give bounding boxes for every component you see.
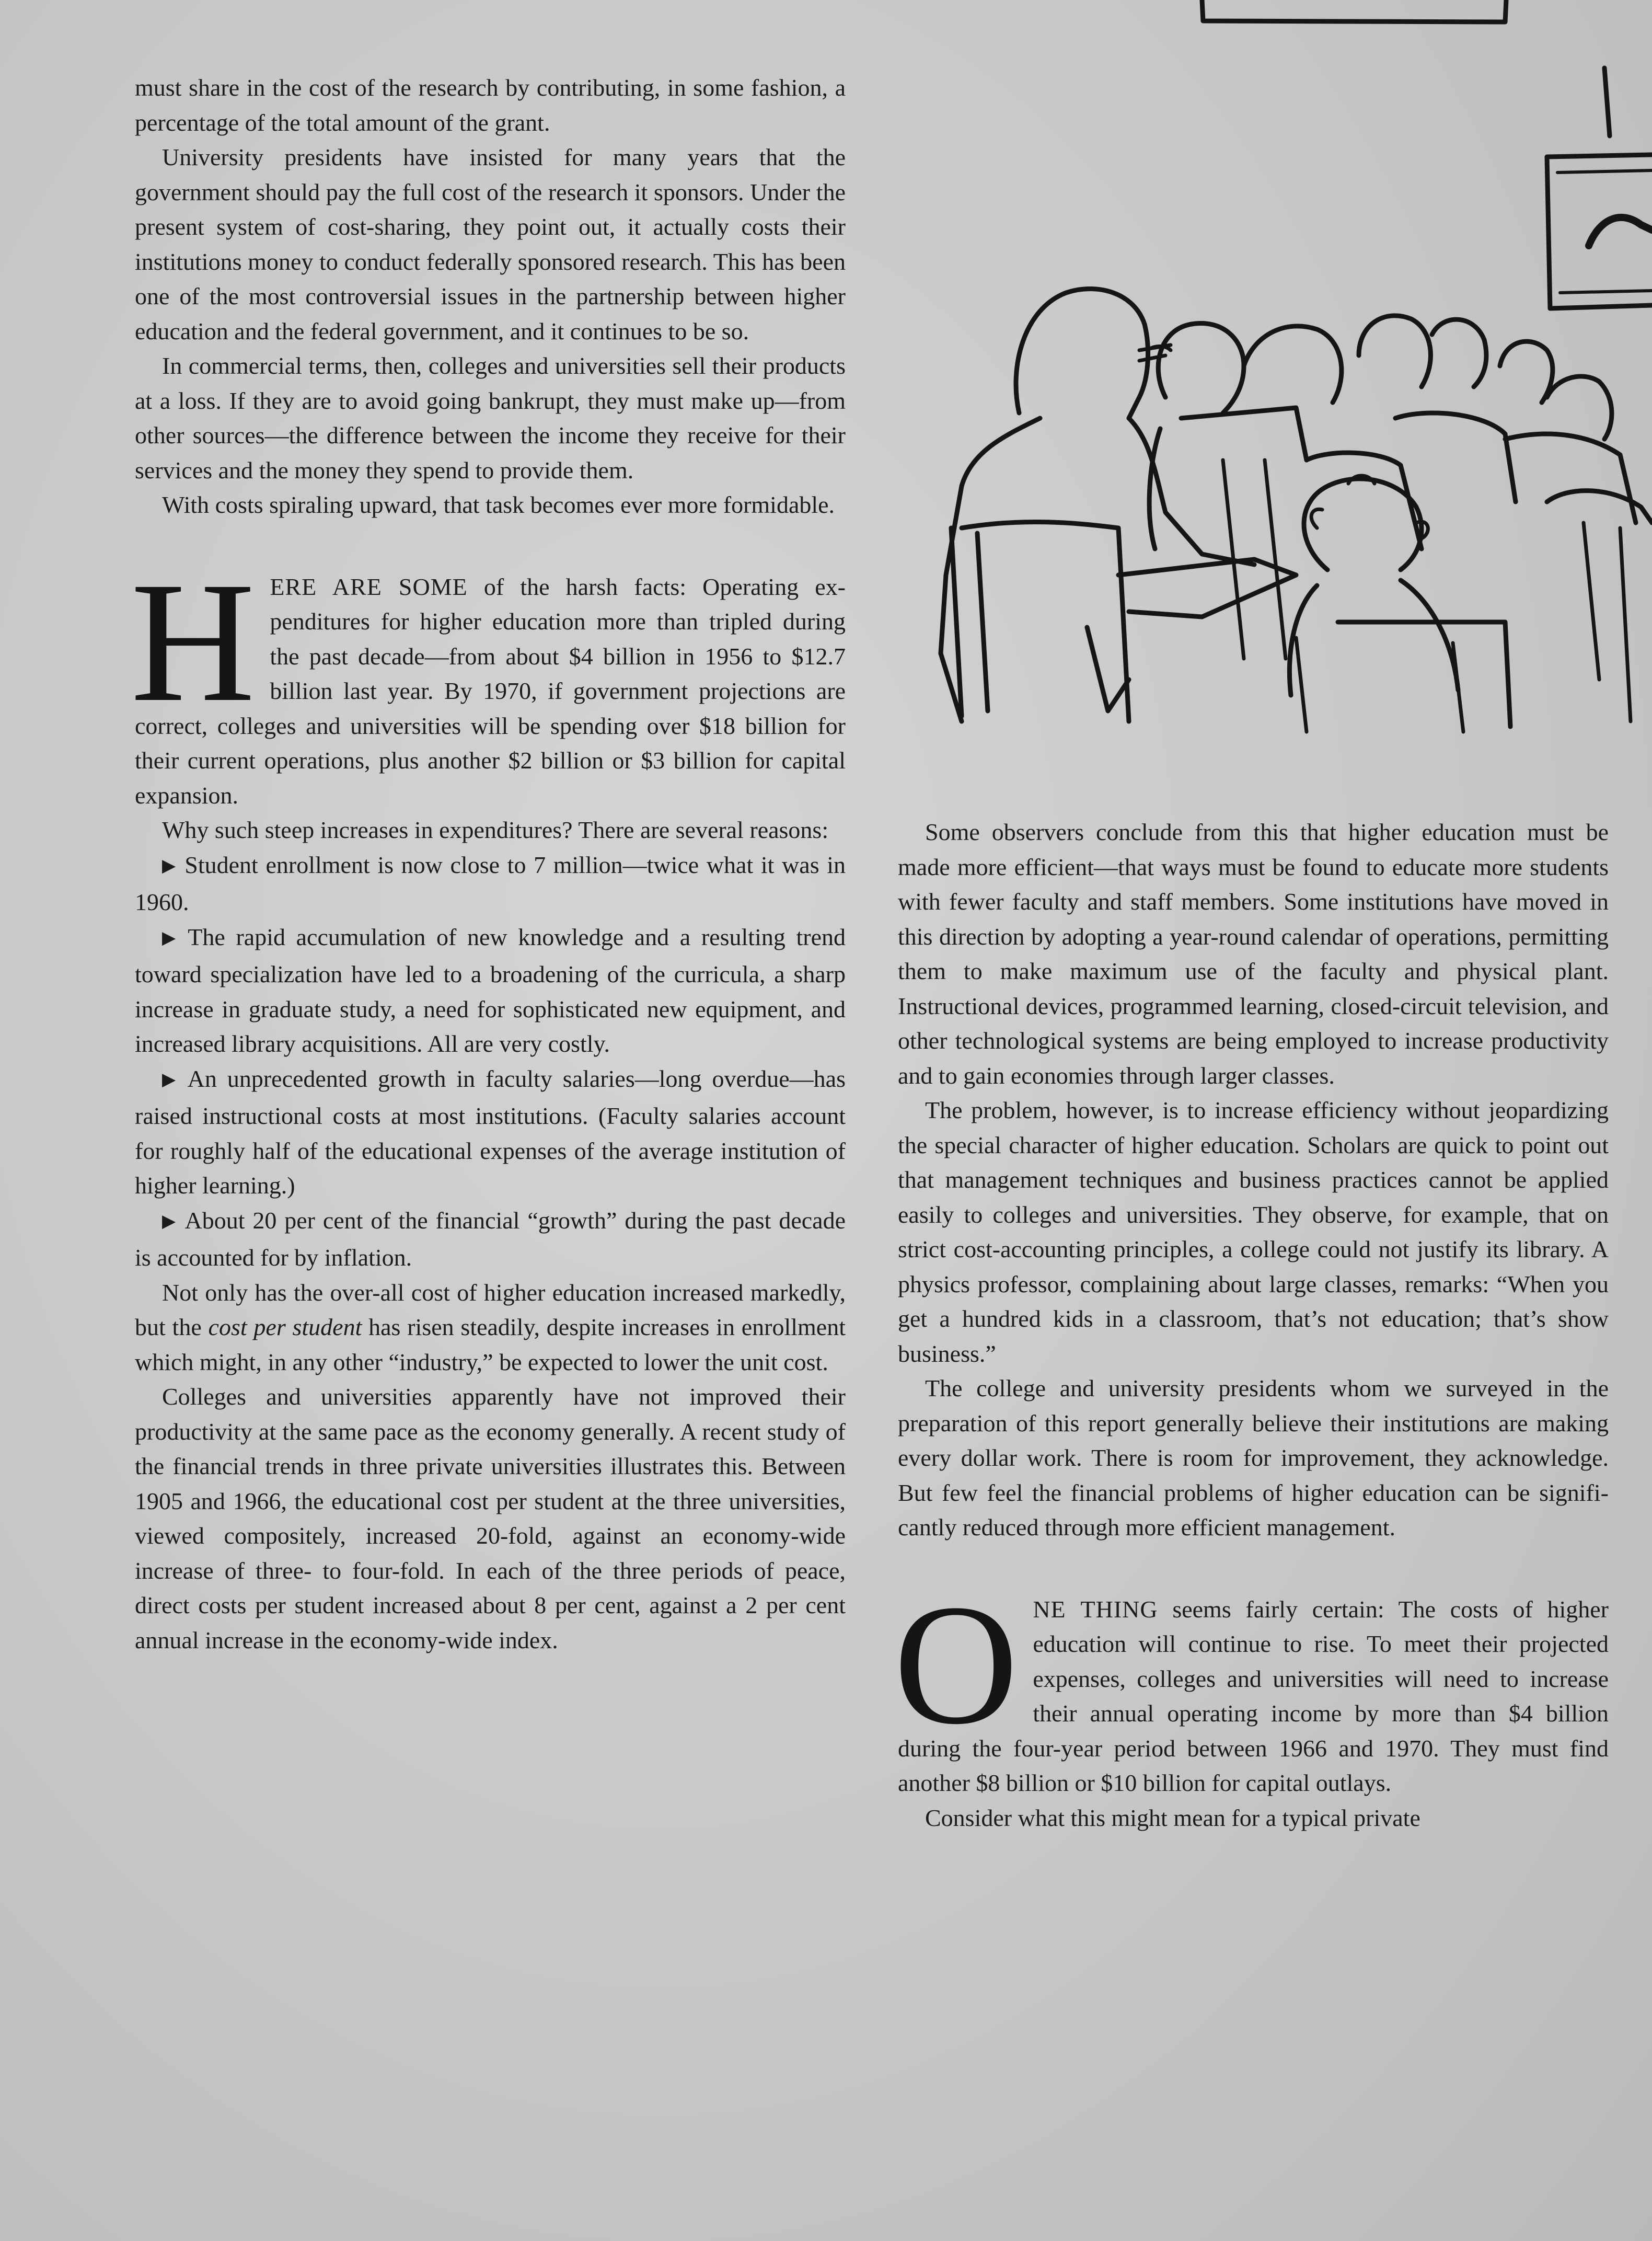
section-opening-paragraph xyxy=(131,546,846,813)
paragraph: Why such steep increases in expenditures? There are several reasons: xyxy=(162,817,829,843)
left-text-column xyxy=(131,71,846,1658)
bullet-item xyxy=(135,848,846,920)
bullet-text: The rapid accumulation of new knowledge and a resulting trend toward specialization have led to a broadening of the curricula, a sharp increase in graduate study, a need for sophisticated new equipment, and increased library acquisitions. All are very costly. xyxy=(135,923,846,1057)
picture-frame-top xyxy=(1202,0,1506,22)
drop-cap-letter: H xyxy=(131,546,256,738)
glasses xyxy=(1139,345,1171,361)
paragraph: University presidents have insisted for many years that the government should pay the full cost of the research it sponsors. Under the present system of cost-sharing, they point out, it actually costs their institutions money to conduct federally sponsored research. This has been one of the most controversial issues in the partnership between higher education and the federal government, and it continues to be so. xyxy=(135,144,846,344)
paragraph: Consider what this might mean for a typical private xyxy=(925,1804,1420,1831)
student-body xyxy=(1149,408,1307,549)
paragraph-text: Not only has the over-all cost of higher education increased markedly, but the xyxy=(135,1279,846,1340)
paragraph: The problem, however, is to increase efficiency without jeopardizing the special character of higher education. Scholars are quick to point out that management techniques and business practices cannot be applied easily to colleges and universities. They observe, for example, that on strict cost-accounting principles, a college could not justify its library. A physics professor, complaining about large classes, remarks: “When you get a hundred kids in a classroom, that’s not education; that’s show business.” xyxy=(898,1097,1609,1367)
paragraph: With costs spiraling upward, that task becomes ever more formidable. xyxy=(162,491,835,518)
triangle-bullet-icon: ▶ xyxy=(162,856,178,876)
italic-phrase: cost per student xyxy=(208,1314,362,1340)
head-student xyxy=(1432,319,1486,387)
chair xyxy=(1338,622,1510,727)
head-student xyxy=(1244,326,1342,403)
bullet-item xyxy=(135,1203,846,1275)
bullet-text: Student enrollment is now close to 7 million—twice what it was in 1960. xyxy=(135,851,846,915)
paragraph: Some observers conclude from this that higher education must be made more efficient—that ways must be found to educate more students with fewer faculty and staff members. Some institutions have moved in this direction by adopting a year-round calendar of operations, permitting them to make maximum use of the faculty and physical plant. Instructional devices, programmed learning, closed-circuit television, and other technological systems are being employed to increase productivity and to gain economies through larger classes. xyxy=(898,819,1609,1089)
paragraph xyxy=(135,1275,846,1380)
head-curly-hair xyxy=(1304,479,1422,570)
head-foreground-man xyxy=(1016,289,1148,419)
paragraph-text: seems fairly certain: The costs of higher education will continue to rise. To meet their projected expenses, colleges and universities will need to increase their annual operating income by more than $4 billion during the four-year period between 1966 and 1970. They must find another $8 billion or $10 billion for capital outlays. xyxy=(898,1595,1609,1796)
picture-figure xyxy=(1589,217,1652,246)
desk-arm xyxy=(1118,559,1296,617)
student-body xyxy=(1307,453,1422,549)
small-caps-lead: ERE ARE SOME xyxy=(270,573,468,600)
wall-line xyxy=(1604,68,1610,136)
paragraph: Colleges and universities apparently have not improved their productivity at the same pace as the economy generally. A recent study of the financial trends in three private universities illustrates this. Between 1905 and 1966, the educational cost per student at the three universities, viewed compositely, increased 20-fold, against an economy-wide increase of three- to four-fold. In each of the three periods of peace, direct costs per student increased about 8 per cent, against a 2 per cent annual increase in the economy-wide index. xyxy=(135,1383,846,1653)
paragraph: In commercial terms, then, colleges and universities sell their products at a loss. If they are to avoid going bankrupt, they must make up—from other sources—the difference between the income they receive for their services and the money they spend to provide them. xyxy=(135,352,846,484)
bullet-item xyxy=(135,920,846,1062)
student-body xyxy=(1505,434,1636,523)
section-opening-paragraph xyxy=(894,1569,1609,1801)
right-text-column xyxy=(894,815,1609,1835)
bullet-text: About 20 per cent of the financial “growth” during the past decade is accounted for by inflation. xyxy=(135,1206,846,1271)
paragraph-text: has risen steadily, despite increases in enrollment which might, in any other “industry,” be expected to lower the unit cost. xyxy=(135,1314,846,1375)
head-student xyxy=(1547,376,1612,439)
paragraph: The college and university presidents whom we surveyed in the preparation of this report generally believe their institutions are making every dollar work. There is room for improvement, they acknowledge. But few feel the financial problems of higher education can be significantly reduced through more efficient management. xyxy=(898,1375,1609,1541)
drop-cap-letter: O xyxy=(894,1569,1019,1760)
triangle-bullet-icon: ▶ xyxy=(162,928,181,948)
chair-leg xyxy=(1584,523,1631,721)
framed-picture-inner xyxy=(1557,170,1652,293)
head-student xyxy=(1158,323,1244,413)
paragraph: must share in the cost of the research by contributing, in some fashion, a percentage of the total amount of the grant. xyxy=(135,74,846,136)
head-student xyxy=(1359,316,1430,387)
head-student xyxy=(1500,341,1553,403)
chair-leg xyxy=(1296,638,1463,732)
bullet-text: An unprecedented growth in faculty salaries—long overdue—has raised instructional costs at most institutions. (Faculty salaries account for roughly half of the educational expenses of the average institution of higher learning.) xyxy=(135,1065,846,1199)
shoulders xyxy=(1289,580,1458,695)
classroom-illustration xyxy=(930,0,1652,815)
paragraph-text: of the harsh facts: Operating expenditures for higher education more than tripled during the past decade—from about $4 billion in 1956 to $12.7 billion last year. By 1970, if government projections are correct, colleges and universities will be spending over $18 billion for their current operations, plus another $2 billion or $3 billion for capital expansion. xyxy=(135,573,846,809)
student-body xyxy=(1395,413,1516,502)
small-caps-lead: NE THING xyxy=(1033,1595,1158,1623)
triangle-bullet-icon: ▶ xyxy=(162,1211,178,1231)
bullet-item xyxy=(135,1062,846,1203)
triangle-bullet-icon: ▶ xyxy=(162,1070,180,1089)
